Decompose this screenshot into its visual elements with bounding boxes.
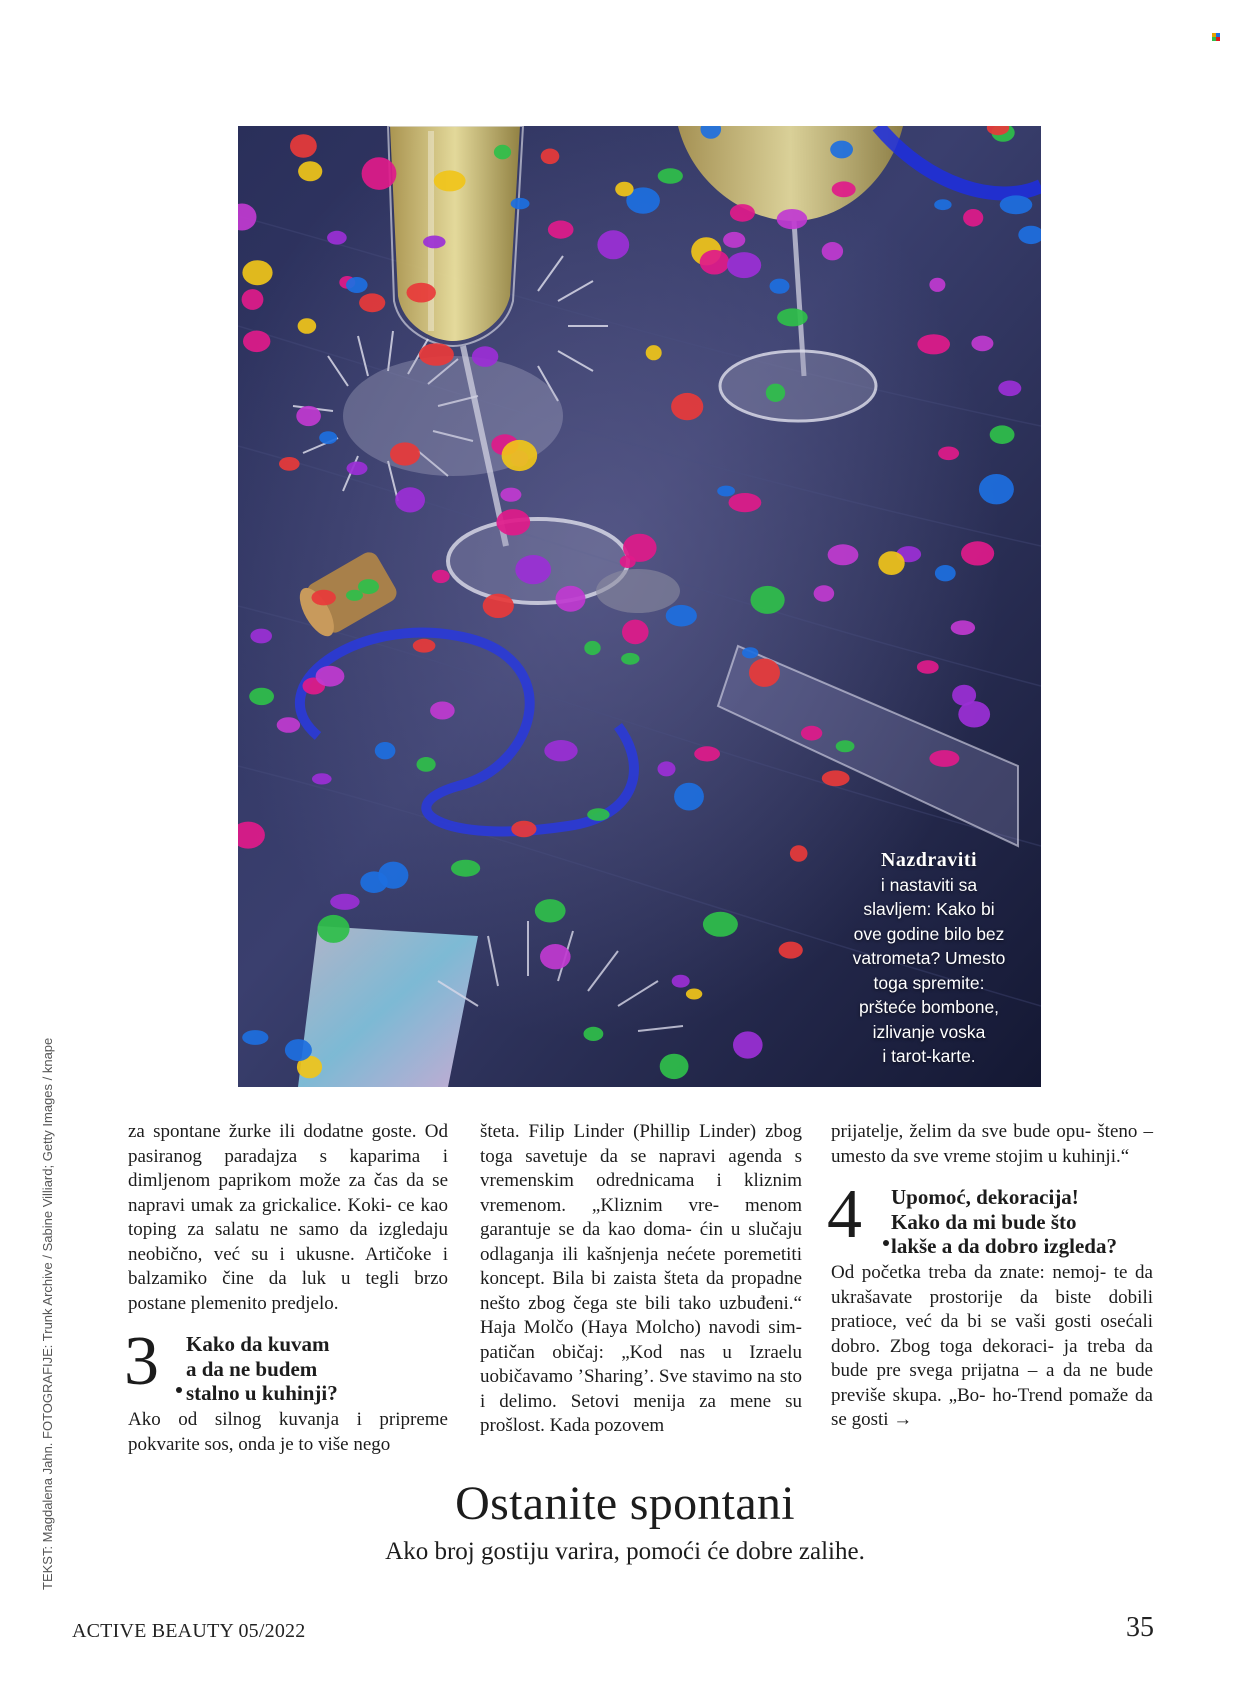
- confetti-dot: [822, 242, 843, 260]
- heading-line: Kako da kuvam: [186, 1332, 330, 1356]
- confetti-dot: [622, 620, 649, 645]
- text-line: Artičoke i balzamiko čine da luk u: [128, 1243, 448, 1289]
- heading-line: a da ne budem: [186, 1356, 318, 1381]
- confetti-dot: [359, 293, 385, 312]
- confetti-dot: [242, 260, 272, 285]
- text-line: agenda s vremenskim odrednicama: [480, 1145, 802, 1191]
- confetti-dot: [938, 447, 959, 461]
- confetti-dot: [515, 555, 551, 584]
- confetti-dot: [777, 209, 808, 229]
- confetti-dot: [407, 283, 436, 303]
- confetti-dot: [419, 343, 454, 366]
- confetti-dot: [779, 942, 803, 959]
- photo-caption: [829, 848, 1029, 1069]
- confetti-dot: [951, 620, 975, 635]
- confetti-dot: [423, 236, 446, 249]
- text-line: dimljenom paprikom može za čas da: [128, 1170, 425, 1191]
- confetti-dot: [646, 345, 662, 360]
- text-line: zaista šteta da propadne nešto zbog: [480, 1268, 803, 1314]
- article-column-1: [124, 1120, 449, 1457]
- confetti-dot: [317, 915, 349, 943]
- confetti-dot: [430, 702, 455, 720]
- confetti-dot: [749, 659, 780, 687]
- confetti-dot: [777, 308, 808, 326]
- text-line: pokvarite sos, onda je to više nego: [128, 1433, 391, 1455]
- confetti-dot: [694, 746, 720, 761]
- confetti-dot: [296, 406, 321, 426]
- confetti-dot: [929, 278, 945, 292]
- text-line: Od početka treba da znate: nemoj-: [831, 1262, 1107, 1283]
- section-4-heading: [827, 1176, 1153, 1261]
- text-line: zbog toga savetuje da se napravi: [480, 1121, 802, 1167]
- confetti-dot: [483, 594, 514, 618]
- confetti-dot: [963, 209, 983, 227]
- confetti-dot: [660, 1054, 689, 1079]
- confetti-dot: [971, 336, 993, 352]
- paragraph: [831, 1261, 1153, 1433]
- confetti-dot: [751, 586, 785, 614]
- text-line: osećali dobro. Zbog toga dekoraci-: [831, 1311, 1154, 1357]
- paragraph: [831, 1120, 1153, 1169]
- confetti-dot: [929, 750, 959, 767]
- confetti-dot: [346, 277, 368, 293]
- confetti-dot: [828, 544, 859, 565]
- confetti-dot: [395, 487, 425, 512]
- confetti-dot: [362, 157, 397, 190]
- confetti-dot: [658, 168, 683, 183]
- text-line: Ako od silnog kuvanja i pripreme: [128, 1409, 448, 1430]
- paragraph: [128, 1408, 448, 1457]
- text-line: uobičavamo ’Sharing’. Sve stavimo: [480, 1366, 753, 1387]
- paragraph: [480, 1120, 802, 1439]
- text-line: ja treba da bude pre svega prijatna: [831, 1335, 1153, 1381]
- confetti-dot: [597, 230, 629, 259]
- confetti-dot: [666, 605, 697, 627]
- text-line: u kuhinji.“: [1047, 1145, 1130, 1167]
- confetti-dot: [390, 442, 420, 465]
- confetti-dot: [544, 740, 577, 761]
- confetti-dot: [540, 944, 571, 969]
- confetti-dot: [316, 666, 345, 687]
- confetti-dot: [770, 279, 790, 294]
- confetti-dot: [312, 590, 336, 606]
- confetti-dot: [319, 431, 337, 444]
- caption-line: i nastaviti sa: [880, 874, 978, 895]
- caption-line: slavljem: Kako bi: [863, 899, 995, 919]
- confetti-dot: [658, 761, 676, 776]
- confetti-dot: [703, 912, 738, 937]
- heading-line: stalno u kuhinji?: [186, 1381, 338, 1405]
- page-number: 35: [1126, 1612, 1154, 1643]
- article-subheadline: Ako broj gostiju varira, pomoći će dobre zalihe.: [385, 1538, 865, 1565]
- confetti-dot: [700, 250, 730, 275]
- caption-line: toga spremite:: [873, 972, 985, 993]
- section-3-title: [186, 1332, 456, 1406]
- confetti-dot: [729, 493, 762, 512]
- section-number: 4: [827, 1176, 862, 1253]
- confetti-dot: [814, 585, 835, 602]
- color-registration-mark: [1212, 33, 1222, 41]
- confetti-dot: [935, 565, 956, 581]
- text-line: se napravi umak za grickalice. Koki-: [128, 1170, 448, 1216]
- confetti-dot: [686, 989, 702, 1000]
- confetti-dot: [375, 742, 396, 759]
- text-line: prijatelje, želim da sve bude opu-: [831, 1121, 1092, 1142]
- confetti-dot: [822, 770, 850, 786]
- confetti-dot: [556, 586, 586, 612]
- confetti-dot: [998, 381, 1021, 397]
- section-4-title: [891, 1185, 1161, 1259]
- confetti-dot: [917, 334, 950, 354]
- confetti-dot: [500, 488, 521, 502]
- text-line: – a da ne bude previše skupa. „Bo-: [831, 1360, 1154, 1406]
- confetti-dot: [496, 509, 530, 535]
- confetti-dot: [990, 425, 1015, 444]
- confetti-dot: [723, 232, 745, 248]
- confetti-dot: [330, 894, 359, 910]
- confetti-dot: [730, 204, 755, 222]
- section-3-heading: [124, 1323, 448, 1408]
- confetti-dot: [298, 161, 322, 181]
- section-number: 3: [124, 1323, 159, 1400]
- text-line: tegli brzo postane plemenito predjelo.: [128, 1268, 449, 1314]
- confetti-dot: [766, 384, 785, 402]
- confetti-dot: [290, 134, 317, 158]
- section-dot: [176, 1387, 182, 1393]
- confetti-dot: [733, 1031, 763, 1058]
- confetti-dot: [727, 252, 761, 278]
- text-line: izgledaju neobično, već su i ukusne.: [128, 1219, 449, 1265]
- party-table-photo: [238, 126, 1041, 1087]
- text-line: Od pasiranog paradajza s kaparima i: [128, 1121, 449, 1167]
- text-line: te da ukrašavate prostorije da biste: [831, 1262, 1153, 1308]
- confetti-dot: [717, 486, 735, 497]
- confetti-dot: [358, 579, 379, 594]
- confetti-dot: [285, 1039, 312, 1061]
- confetti-dot: [511, 198, 530, 209]
- confetti-dot: [1000, 195, 1033, 214]
- caption-line: vatrometa? Umesto: [852, 948, 1006, 968]
- photo-credits: TEKST: Magdalena Jahn. FOTOGRAFIJE: Trunk Archive / Sabine Villiard; Getty Images / knape: [40, 1037, 55, 1590]
- heading-line: lakše a da dobro izgleda?: [891, 1234, 1117, 1258]
- text-line: nećete poremetiti koncept. Bila bi: [480, 1243, 802, 1289]
- confetti-dot: [279, 457, 300, 471]
- caption-title: Nazdraviti: [880, 849, 978, 871]
- confetti-dot: [413, 639, 436, 653]
- magazine-issue: ACTIVE BEAUTY 05/2022: [72, 1620, 306, 1642]
- heading-line: Upomoć, dekoracija!: [891, 1185, 1079, 1209]
- text-line: Molčo (Haya Molcho) navodi sim-: [523, 1317, 803, 1338]
- text-line: dobili pratioce, već da bi se vaši gosti: [831, 1286, 1154, 1332]
- text-line: šteno – umesto da sve vreme stojim: [831, 1121, 1154, 1167]
- confetti-dot: [298, 318, 317, 334]
- confetti-dot: [494, 145, 511, 160]
- confetti-dot: [742, 647, 758, 658]
- confetti-dot: [327, 231, 347, 245]
- confetti-dot: [621, 653, 639, 665]
- confetti-dot: [243, 331, 270, 353]
- confetti-dot: [249, 688, 274, 705]
- article-column-3: [827, 1120, 1154, 1433]
- paragraph: [128, 1120, 448, 1316]
- caption-line: i tarot-karte.: [882, 1046, 976, 1066]
- confetti-dot: [830, 141, 853, 159]
- confetti-dot: [620, 555, 636, 568]
- confetti-dot: [958, 701, 990, 727]
- confetti-dot: [615, 182, 633, 197]
- confetti-dot: [671, 393, 703, 420]
- confetti-dot: [472, 346, 498, 367]
- confetti-dot: [347, 462, 368, 476]
- confetti-dot: [979, 474, 1014, 504]
- text-line: šteta. Filip Linder (Phillip Linder): [480, 1121, 757, 1142]
- section-dot: [883, 1240, 889, 1246]
- confetti-dot: [672, 975, 690, 988]
- confetti-dot: [674, 783, 704, 811]
- confetti-dot: [312, 773, 332, 784]
- confetti-dot: [584, 1027, 604, 1041]
- text-line: i kliznim vremenom. „Kliznim vre-: [480, 1170, 803, 1216]
- heading-line: Kako da mi bude što: [891, 1209, 1077, 1234]
- confetti-dot: [242, 1030, 268, 1045]
- confetti-dot: [934, 199, 951, 210]
- article-headline: Ostanite spontani: [455, 1477, 795, 1530]
- confetti-dot: [535, 899, 566, 922]
- confetti-dot: [584, 641, 600, 655]
- confetti-dot: [801, 726, 822, 741]
- text-line: patičan običaj: „Kod nas u Izraelu: [480, 1341, 802, 1363]
- text-line: za spontane žurke ili dodatne goste.: [128, 1121, 417, 1142]
- confetti-dot: [832, 181, 856, 197]
- confetti-dot: [451, 860, 480, 877]
- text-line: menom garantuje se da kao doma-: [480, 1194, 802, 1240]
- confetti-dot: [502, 440, 538, 471]
- confetti-dot: [836, 740, 855, 752]
- confetti-dot: [434, 170, 466, 191]
- confetti-dot: [541, 149, 560, 165]
- text-line: na sto i delimo. Setovi menija za: [480, 1366, 803, 1412]
- confetti-dot: [790, 845, 808, 862]
- text-line: čega ste bili tako uzbuđeni.“ Haja: [480, 1292, 802, 1338]
- confetti-dot: [417, 757, 436, 772]
- article-column-2: [480, 1120, 802, 1439]
- caption-line: pršteće bombone,: [858, 997, 1000, 1017]
- text-line: ce kao toping za salatu ne samo da: [128, 1194, 448, 1240]
- confetti-dot: [917, 660, 939, 673]
- text-line: ho-Trend pomaže da se gosti →: [831, 1384, 1153, 1430]
- caption-line: ove godine bilo bez: [853, 923, 1005, 944]
- confetti-dot: [878, 551, 904, 575]
- confetti-dot: [511, 821, 536, 837]
- confetti-dot: [432, 570, 450, 583]
- confetti-dot: [378, 862, 408, 889]
- confetti-dot: [548, 221, 574, 239]
- confetti-dot: [587, 808, 609, 821]
- confetti-dot: [242, 289, 264, 310]
- confetti-dot: [277, 717, 300, 733]
- text-line: ćin u slučaju odlaganja ili kašnjenja: [480, 1219, 803, 1265]
- confetti-dot: [250, 629, 272, 644]
- caption-line: izlivanje voska: [872, 1021, 986, 1042]
- confetti-dot: [961, 541, 994, 565]
- text-line: mene su prošlost. Kada pozovem: [480, 1390, 802, 1436]
